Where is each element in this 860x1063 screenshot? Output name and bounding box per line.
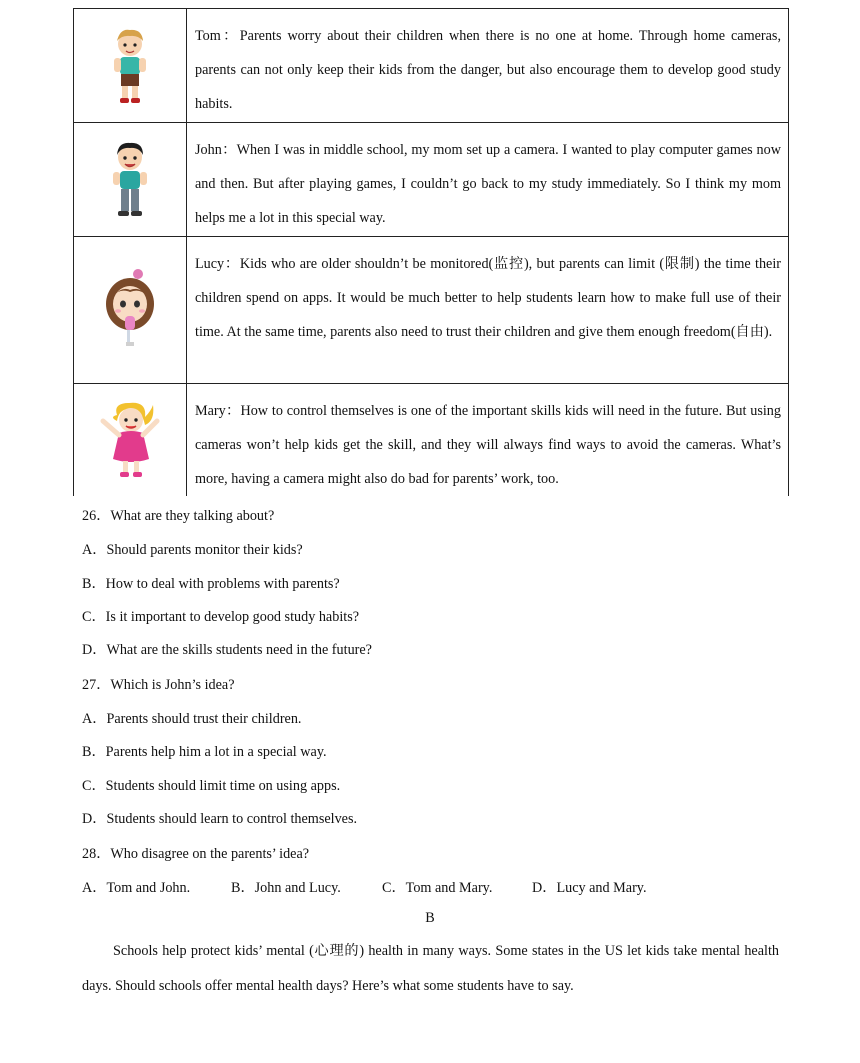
girl-pink-dress-icon — [99, 399, 161, 481]
option-text: Tom and John. — [106, 880, 191, 896]
section-heading: B — [425, 910, 435, 926]
speaker-name: Tom： — [195, 28, 240, 44]
avatar-cell — [74, 9, 187, 122]
option-letter: B． — [82, 576, 106, 592]
option-letter: A． — [82, 880, 107, 896]
girl-round-icon — [102, 268, 158, 352]
option-text: John and Lucy. — [254, 880, 341, 896]
opinion-text — [187, 384, 788, 496]
opinion-body: When I was in middle school, my mom set up a camera. I wanted to play computer games now and then. But after playing games, I couldn’t go back to my study immediately. So I think my mom helps me a lot in this special way. — [195, 142, 781, 226]
question-27 — [82, 674, 235, 694]
option-letter: C． — [82, 778, 106, 794]
boy-dark-icon — [109, 139, 151, 221]
option-26-c[interactable] — [82, 606, 359, 626]
speaker-name: Lucy： — [195, 256, 240, 272]
question-text: Which is John’s idea? — [110, 677, 235, 693]
avatar-cell — [74, 237, 187, 383]
option-27-b[interactable] — [82, 741, 327, 761]
option-27-c[interactable] — [82, 775, 340, 795]
question-text: Who disagree on the parents’ idea? — [110, 846, 310, 862]
opinions-table — [73, 8, 789, 496]
option-27-d[interactable] — [82, 808, 357, 828]
option-letter: B． — [231, 880, 255, 896]
option-26-a[interactable] — [82, 539, 303, 559]
option-letter: D． — [82, 811, 107, 827]
option-letter: D． — [82, 642, 107, 658]
option-text: How to deal with problems with parents? — [105, 576, 340, 592]
option-text: Students should limit time on using apps. — [105, 778, 341, 794]
opinion-row-john — [74, 123, 788, 237]
option-26-b[interactable] — [82, 573, 340, 593]
opinion-text — [187, 123, 788, 236]
option-text: Parents help him a lot in a special way. — [105, 744, 327, 760]
opinion-text — [187, 237, 788, 383]
boy-blond-icon — [110, 26, 150, 106]
option-28-d[interactable] — [532, 877, 647, 897]
option-letter: C． — [382, 880, 406, 896]
option-text: Students should learn to control themselves. — [106, 811, 358, 827]
option-text: Parents should trust their children. — [106, 711, 302, 727]
option-text: What are the skills students need in the future? — [106, 642, 372, 658]
option-letter: A． — [82, 542, 107, 558]
option-text: Tom and Mary. — [405, 880, 493, 896]
option-text: Lucy and Mary. — [556, 880, 647, 896]
section-paragraph: Schools help protect kids’ mental (心理的) health in many ways. Some states in the US let kids take mental health days. Should schools offer mental health days? Here’s what some students have to say. — [82, 943, 779, 994]
option-28-b[interactable] — [231, 877, 341, 897]
option-28-c[interactable] — [382, 877, 492, 897]
opinion-row-mary — [74, 384, 788, 496]
question-number: 26． — [82, 508, 111, 524]
opinion-body: How to control themselves is one of the important skills kids will need in the future. But using cameras won’t help kids get the skill, and they will always find ways to avoid the cameras. What’s more, having a camera might also do bad for parents’ work, too. — [195, 403, 781, 487]
speaker-name: Mary： — [195, 403, 241, 419]
avatar-cell — [74, 123, 187, 236]
option-26-d[interactable] — [82, 639, 372, 659]
option-text: Is it important to develop good study habits? — [105, 609, 360, 625]
option-28-a[interactable] — [82, 877, 190, 897]
question-28 — [82, 843, 309, 863]
option-text: Should parents monitor their kids? — [106, 542, 303, 558]
opinion-body: Parents worry about their children when there is no one at home. Through home cameras, parents can not only keep their kids from the danger, but also encourage them to develop good study habits. — [195, 28, 781, 112]
avatar-cell — [74, 384, 187, 496]
option-letter: B． — [82, 744, 106, 760]
opinion-row-tom — [74, 9, 788, 123]
opinion-body: Kids who are older shouldn’t be monitored(监控), but parents can limit (限制) the time their children spend on apps. It would be much better to help students learn how to make full use of their time. At the same time, parents also need to trust their children and give them enough freedom(自由). — [195, 256, 782, 340]
question-number: 28． — [82, 846, 111, 862]
speaker-name: John： — [195, 142, 237, 158]
option-letter: C． — [82, 609, 106, 625]
question-26 — [82, 505, 274, 525]
opinion-text — [187, 9, 788, 122]
option-letter: A． — [82, 711, 107, 727]
option-27-a[interactable] — [82, 708, 301, 728]
question-text: What are they talking about? — [110, 508, 275, 524]
opinion-row-lucy — [74, 237, 788, 384]
question-number: 27． — [82, 677, 111, 693]
option-letter: D． — [532, 880, 557, 896]
